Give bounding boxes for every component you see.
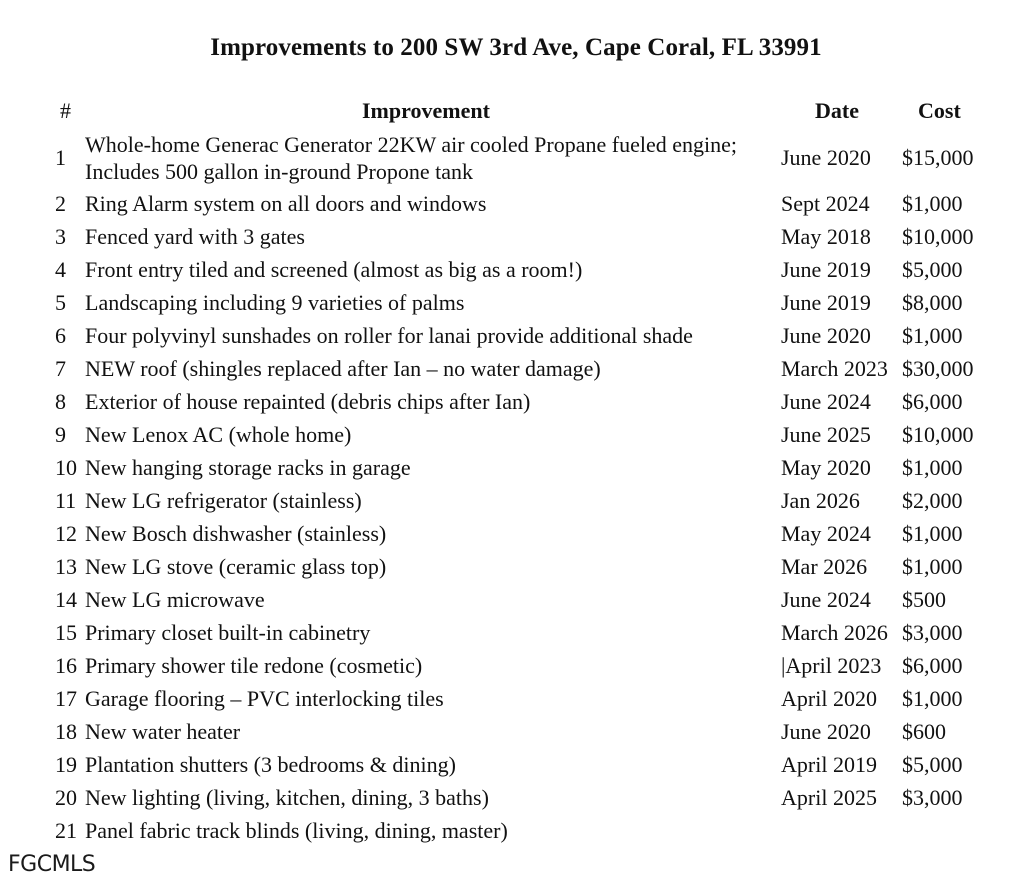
row-number: 11	[55, 488, 77, 513]
row-date: |April 2023	[781, 653, 882, 678]
row-improvement: Front entry tiled and screened (almost as big as a room!)	[85, 257, 583, 282]
row-number: 15	[55, 620, 77, 645]
row-number: 17	[55, 686, 77, 711]
row-date: June 2020	[781, 145, 871, 170]
row-date: June 2024	[781, 389, 871, 414]
row-improvement: Primary shower tile redone (cosmetic)	[85, 653, 423, 678]
row-number: 2	[55, 191, 66, 216]
row-date: April 2019	[781, 752, 877, 777]
row-cost: $8,000	[902, 290, 963, 315]
row-improvement: Ring Alarm system on all doors and windows	[85, 191, 487, 216]
row-improvement: Plantation shutters (3 bedrooms & dining)	[85, 752, 456, 777]
row-cost: $1,000	[902, 455, 963, 480]
row-cost: $15,000	[902, 145, 974, 170]
row-improvement: Panel fabric track blinds (living, dining, master)	[85, 818, 508, 843]
page-title: Improvements to 200 SW 3rd Ave, Cape Coral, FL 33991	[210, 34, 822, 61]
row-number: 21	[55, 818, 77, 843]
row-date: June 2025	[781, 422, 871, 447]
header-cost: Cost	[918, 98, 961, 123]
row-date: March 2026	[781, 620, 888, 645]
row-cost: $1,000	[902, 191, 963, 216]
header-number: #	[60, 98, 71, 123]
row-date: June 2020	[781, 719, 871, 744]
row-improvement: Primary closet built-in cabinetry	[85, 620, 371, 645]
row-date: June 2019	[781, 290, 871, 315]
row-date: June 2019	[781, 257, 871, 282]
row-number: 7	[55, 356, 66, 381]
row-number: 8	[55, 389, 66, 414]
row-cost: $10,000	[902, 224, 974, 249]
row-improvement: New water heater	[85, 719, 241, 744]
row-cost: $1,000	[902, 521, 963, 546]
row-improvement: New LG refrigerator (stainless)	[85, 488, 362, 513]
row-date: March 2023	[781, 356, 888, 381]
row-cost: $1,000	[902, 323, 963, 348]
row-number: 4	[55, 257, 66, 282]
row-date: June 2020	[781, 323, 871, 348]
row-number: 10	[55, 455, 77, 480]
row-number: 12	[55, 521, 77, 546]
row-cost: $3,000	[902, 620, 963, 645]
row-cost: $600	[902, 719, 946, 744]
row-date: May 2018	[781, 224, 871, 249]
row-date: May 2024	[781, 521, 871, 546]
row-date: June 2024	[781, 587, 871, 612]
row-cost: $500	[902, 587, 946, 612]
row-improvement: Garage flooring – PVC interlocking tiles	[85, 686, 444, 711]
row-cost: $10,000	[902, 422, 974, 447]
row-improvement: Whole-home Generac Generator 22KW air cooled Propane fueled engine; Includes 500 gallon in-ground Propone tank	[85, 132, 737, 184]
row-number: 1	[55, 145, 66, 170]
row-improvement: Exterior of house repainted (debris chips after Ian)	[85, 389, 531, 414]
row-number: 14	[55, 587, 77, 612]
row-cost: $5,000	[902, 752, 963, 777]
row-cost: $6,000	[902, 653, 963, 678]
row-number: 6	[55, 323, 66, 348]
row-improvement: New lighting (living, kitchen, dining, 3 baths)	[85, 785, 489, 810]
header-improvement: Improvement	[362, 98, 490, 123]
row-cost: $1,000	[902, 686, 963, 711]
row-number: 9	[55, 422, 66, 447]
row-number: 16	[55, 653, 77, 678]
row-date: May 2020	[781, 455, 871, 480]
row-number: 5	[55, 290, 66, 315]
row-date: Mar 2026	[781, 554, 868, 579]
row-date: April 2020	[781, 686, 877, 711]
mls-watermark: FGCMLS	[8, 852, 96, 877]
row-improvement: Landscaping including 9 varieties of palms	[85, 290, 465, 315]
row-cost: $30,000	[902, 356, 974, 381]
row-cost: $6,000	[902, 389, 963, 414]
row-date: Jan 2026	[781, 488, 860, 513]
row-number: 13	[55, 554, 77, 579]
row-number: 3	[55, 224, 66, 249]
row-improvement: Four polyvinyl sunshades on roller for lanai provide additional shade	[85, 323, 693, 348]
row-improvement: Fenced yard with 3 gates	[85, 224, 305, 249]
row-cost: $3,000	[902, 785, 963, 810]
row-improvement: New LG stove (ceramic glass top)	[85, 554, 387, 579]
row-improvement: New hanging storage racks in garage	[85, 455, 411, 480]
row-date: April 2025	[781, 785, 877, 810]
row-number: 18	[55, 719, 77, 744]
row-date: Sept 2024	[781, 191, 870, 216]
row-improvement: New Lenox AC (whole home)	[85, 422, 352, 447]
row-improvement: New Bosch dishwasher (stainless)	[85, 521, 387, 546]
header-date: Date	[815, 98, 859, 123]
row-number: 20	[55, 785, 77, 810]
row-number: 19	[55, 752, 77, 777]
row-cost: $1,000	[902, 554, 963, 579]
row-cost: $5,000	[902, 257, 963, 282]
row-improvement: New LG microwave	[85, 587, 265, 612]
row-cost: $2,000	[902, 488, 963, 513]
row-improvement: NEW roof (shingles replaced after Ian – no water damage)	[85, 356, 601, 381]
